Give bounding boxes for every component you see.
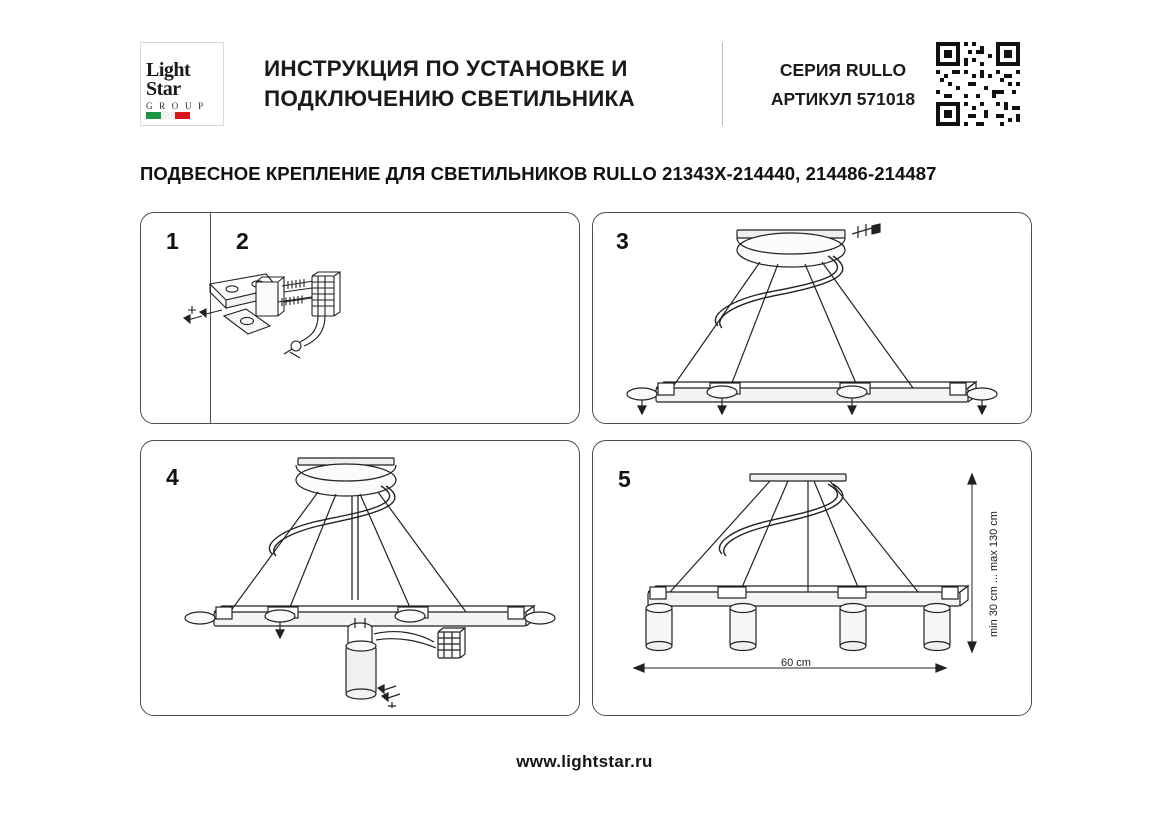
document-header: [140, 36, 1030, 128]
figure-step-5: [600, 452, 1024, 692]
page-title-line-1: ИНСТРУКЦИЯ ПО УСТАНОВКЕ И: [264, 56, 628, 81]
figure-step-4: [148, 450, 572, 708]
figure-step-3: [600, 220, 1024, 418]
series-label: СЕРИЯ RULLO: [779, 60, 907, 80]
section-subtitle: ПОДВЕСНОЕ КРЕПЛЕНИЕ ДЛЯ СВЕТИЛЬНИКОВ RULLO 21343X-214440, 214486-214487: [140, 163, 937, 184]
step-number-2: 2: [236, 228, 249, 254]
product-info: [738, 56, 948, 114]
logo-line-1: Light: [146, 59, 191, 81]
step-number-3: 3: [616, 228, 629, 254]
width-dimension-label: 60 cm: [781, 657, 811, 669]
step-number-4: 4: [166, 464, 179, 490]
brand-logo: [140, 42, 224, 126]
page-title-line-2: ПОДКЛЮЧЕНИЮ СВЕТИЛЬНИКА: [264, 86, 635, 111]
footer-website[interactable]: www.lightstar.ru: [516, 752, 653, 771]
article-label: АРТИКУЛ 571018: [770, 89, 916, 109]
height-dimension-label: min 30 cm ... max 130 cm: [988, 511, 1000, 637]
step-number-1: 1: [166, 228, 179, 254]
italy-flag-icon: [146, 112, 190, 119]
step-number-5: 5: [618, 466, 631, 492]
header-divider: [722, 42, 723, 126]
logo-subtitle: G R O U P: [146, 101, 206, 111]
figure-step-2: [226, 262, 386, 382]
page-title: [264, 54, 694, 114]
qr-code-icon: [932, 38, 1024, 130]
logo-line-2: Star: [146, 78, 181, 100]
